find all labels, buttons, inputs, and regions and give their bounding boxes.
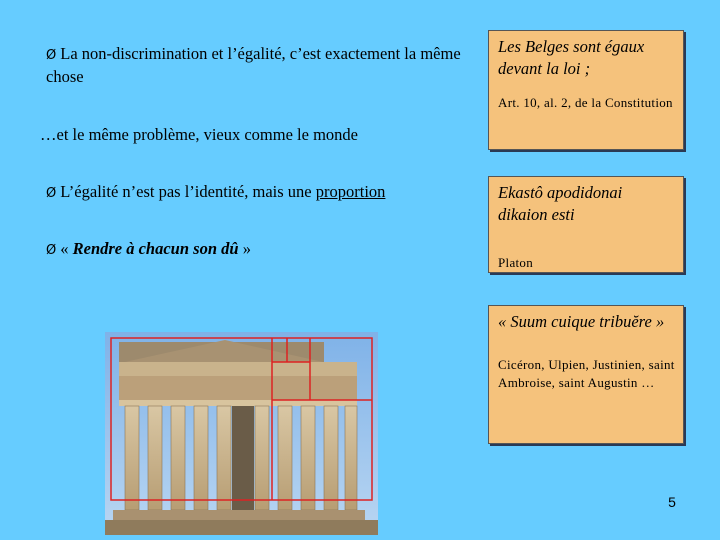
- bullet-rendre: [46, 238, 476, 261]
- proportion-word: proportion: [315, 182, 386, 201]
- box-source: Art. 10, al. 2, de la Constitution: [498, 95, 673, 110]
- bullet-text: L’égalité n’est pas l’identité, mais une: [60, 182, 316, 201]
- bullet-text: La non-discrimination et l’égalité, c’est exactement la même chose: [46, 44, 461, 86]
- arrow-bullet-icon: Ø: [46, 186, 57, 201]
- quote-box-suum-cuique: [488, 305, 684, 444]
- box-quote: Les Belges sont égaux devant la loi ;: [498, 37, 645, 78]
- quote-open: «: [60, 239, 73, 258]
- bullet-same-problem: [40, 124, 470, 145]
- box-source: Platon: [498, 255, 534, 270]
- box-quote: Ekastô apodidonai dikaion esti: [498, 183, 623, 224]
- arrow-bullet-icon: Ø: [46, 243, 57, 258]
- bullet-proportion: [46, 181, 476, 204]
- box-quote: « Suum cuique tribuĕre »: [498, 312, 665, 331]
- box-source: Cicéron, Ulpien, Justinien, saint Ambroise, saint Augustin …: [498, 357, 675, 390]
- quote-box-platon: [488, 176, 684, 273]
- rendre-a-chacun: Rendre à chacun son dû: [72, 239, 239, 258]
- bullet-text: …et le même problème, vieux comme le monde: [40, 125, 358, 144]
- arrow-bullet-icon: Ø: [46, 48, 57, 63]
- quote-close: »: [238, 239, 251, 258]
- quote-box-constitution: [488, 30, 684, 150]
- parthenon-image: [105, 332, 378, 535]
- bullet-nondiscrimination: [46, 43, 486, 87]
- page-number: 5: [668, 494, 676, 510]
